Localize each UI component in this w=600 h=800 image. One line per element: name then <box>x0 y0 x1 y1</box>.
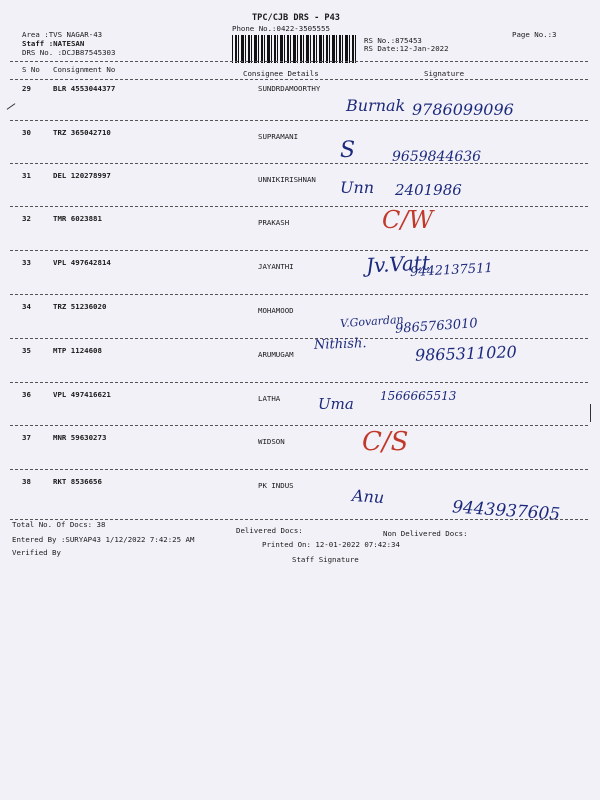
row-divider <box>10 250 588 251</box>
row-sno: 33 <box>22 258 31 267</box>
rs-date: RS Date:12-Jan-2022 <box>364 44 449 53</box>
row-consignee-name: SUPRAMANI <box>258 132 299 141</box>
handwritten-phone: 2401986 <box>395 181 462 199</box>
handwritten-signature: Nithish. <box>313 336 367 353</box>
row-consignment-no: TRZ 51236020 <box>53 302 107 311</box>
row-sno: 29 <box>22 84 31 93</box>
handwritten-signature: Unn <box>340 178 375 197</box>
staff-signature: Staff Signature <box>292 555 359 564</box>
printed-on: Printed On: 12-01-2022 07:42:34 <box>262 540 400 549</box>
row-consignment-no: VPL 497416621 <box>53 390 111 399</box>
row-divider <box>10 338 588 339</box>
pen-mark <box>7 103 16 110</box>
handwritten-signature: S <box>340 138 356 163</box>
row-sno: 30 <box>22 128 31 137</box>
row-sno: 32 <box>22 214 31 223</box>
total-docs: Total No. Of Docs: 38 <box>12 520 106 529</box>
row-consignee-name: UNNIKIRISHNAN <box>258 175 316 184</box>
row-divider <box>10 294 588 295</box>
handwritten-phone: 1566665513 <box>380 389 457 403</box>
verified-by: Verified By <box>12 548 61 557</box>
handwritten-phone: 9659844636 <box>392 149 482 165</box>
row-consignee-name: MOHAMOOD <box>258 306 294 315</box>
row-consignment-no: DEL 120278997 <box>53 171 111 180</box>
sheet-title: TPC/CJB DRS - P43 <box>252 13 340 23</box>
staff-label: Staff :NATESAN <box>22 39 85 48</box>
handwritten-phone: 9442137511 <box>409 260 494 281</box>
row-consignee-name: WIDSON <box>258 437 285 446</box>
handwritten-phone: 9865311020 <box>414 342 518 365</box>
row-divider <box>10 120 588 121</box>
columns-divider <box>10 79 588 80</box>
area-label: Area :TVS NAGAR-43 <box>22 30 103 39</box>
entered-by: Entered By :SURYAP43 1/12/2022 7:42:25 AM <box>12 535 195 544</box>
handwritten-signature: C/S <box>362 427 409 457</box>
row-divider <box>10 469 588 470</box>
row-divider <box>10 382 588 383</box>
col-signature: Signature <box>424 69 465 78</box>
row-consignee-name: JAYANTHI <box>258 262 294 271</box>
row-consignee-name: SUNDRDAMOORTHY <box>258 84 321 93</box>
col-consignment: Consignment No <box>53 65 116 74</box>
row-consignee-name: LATHA <box>258 394 281 403</box>
row-consignment-no: BLR 4553044377 <box>53 84 116 93</box>
delivered-docs: Delivered Docs: <box>236 526 303 535</box>
row-sno: 31 <box>22 171 31 180</box>
handwritten-signature: Burnak <box>346 96 406 115</box>
phone-number: Phone No.:0422-3505555 <box>232 24 330 33</box>
row-consignee-name: PK INDUS <box>258 481 294 490</box>
row-divider <box>10 425 588 426</box>
row-sno: 34 <box>22 302 31 311</box>
non-delivered-docs: Non Delivered Docs: <box>383 529 468 538</box>
handwritten-signature: Uma <box>318 395 354 413</box>
col-sno: S No <box>22 65 40 74</box>
col-consignee: Consignee Details <box>243 69 319 78</box>
handwritten-signature: C/W <box>382 206 434 234</box>
row-sno: 36 <box>22 390 31 399</box>
row-consignment-no: MNR 59630273 <box>53 433 107 442</box>
row-consignment-no: VPL 497642814 <box>53 258 111 267</box>
row-consignment-no: TRZ 365042710 <box>53 128 111 137</box>
row-sno: 35 <box>22 346 31 355</box>
handwritten-signature: Jv.Vatt <box>365 250 431 278</box>
row-consignee-name: PRAKASH <box>258 218 290 227</box>
handwritten-signature: Anu <box>351 485 385 508</box>
row-sno: 38 <box>22 477 31 486</box>
drs-number: DRS No. :DCJB87545303 <box>22 48 116 57</box>
handwritten-phone: 9786099096 <box>412 100 514 119</box>
row-divider <box>10 206 588 207</box>
handwritten-phone: 9443937605 <box>451 497 561 525</box>
header-divider <box>10 61 588 62</box>
handwritten-phone: 9865763010 <box>394 316 479 337</box>
row-consignment-no: MTP 1124608 <box>53 346 102 355</box>
row-consignment-no: RKT 8536656 <box>53 477 102 486</box>
row-sno: 37 <box>22 433 31 442</box>
page-number: Page No.:3 <box>512 30 557 39</box>
pen-mark <box>590 404 591 422</box>
row-consignee-name: ARUMUGAM <box>258 350 294 359</box>
row-consignment-no: TMR 6023881 <box>53 214 102 223</box>
row-divider <box>10 163 588 164</box>
barcode-image <box>232 35 357 63</box>
rs-number: RS No.:875453 <box>364 36 422 45</box>
handwritten-signature: V.Govardan <box>339 312 405 331</box>
